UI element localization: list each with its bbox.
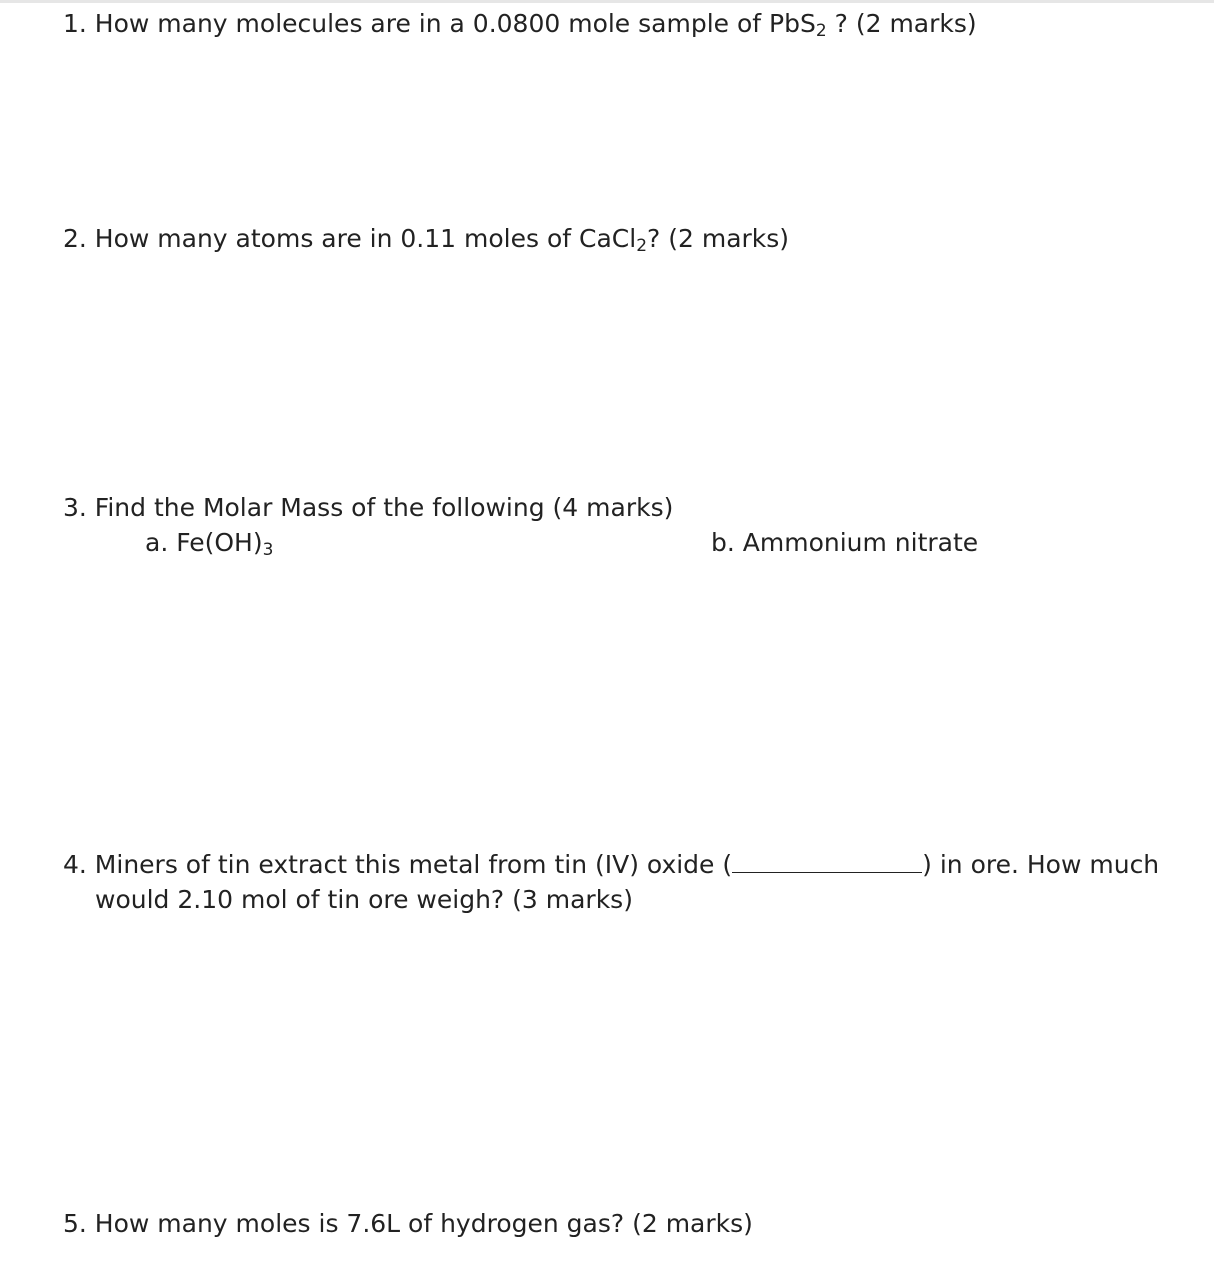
page-top-edge [0,0,1214,3]
question-4-text-after: ) in ore. How much [922,850,1160,879]
question-4-text-before: 4. Miners of tin extract this metal from tin (IV) oxide ( [63,850,733,879]
answer-blank[interactable] [732,850,922,873]
question-4-line-2: would 2.10 mol of tin ore weigh? (3 marks) [95,885,633,914]
question-3a-text: a. Fe(OH) [145,528,263,557]
question-1-subscript: 2 [815,21,827,41]
question-2-text: 2. How many atoms are in 0.11 moles of CaCl [63,224,637,253]
question-3: 3. Find the Molar Mass of the following (4 marks) [63,493,674,522]
question-2-marks: ? (2 marks) [647,224,790,253]
question-3a-subscript: 3 [262,540,274,560]
question-4-line-1 [63,847,1159,882]
question-2 [63,221,789,260]
question-3b: b. Ammonium nitrate [711,528,979,557]
question-5: 5. How many moles is 7.6L of hydrogen gas? (2 marks) [63,1209,753,1238]
question-2-subscript: 2 [636,236,648,256]
question-3a [145,525,273,564]
question-1-text: 1. How many molecules are in a 0.0800 mole sample of PbS [63,9,816,38]
question-1 [63,6,977,45]
question-1-marks: ? (2 marks) [826,9,977,38]
